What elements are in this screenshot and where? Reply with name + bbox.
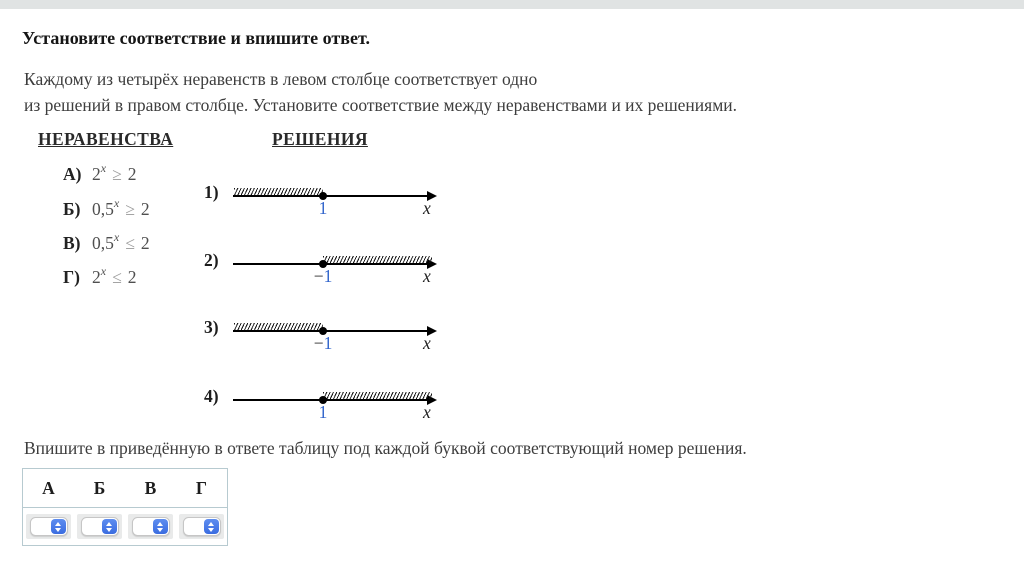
axis-variable-label: x (423, 266, 431, 286)
chevron-up-icon (106, 522, 112, 526)
solution-number: 2) (204, 250, 219, 270)
expression-rhs: 2 (127, 163, 137, 184)
expression-base: 2 (92, 163, 101, 184)
number-line (233, 384, 443, 424)
expression-exponent: x (100, 264, 107, 278)
inequality-expression (92, 230, 150, 253)
number-line (233, 180, 443, 220)
answer-select[interactable] (128, 514, 173, 539)
axis-variable-label: x (423, 402, 431, 422)
axis-line (233, 195, 431, 197)
answer-cell (125, 514, 176, 539)
boundary-point-label (314, 333, 333, 354)
chevron-up-icon (157, 522, 163, 526)
answer-table-header-row (23, 469, 227, 508)
expression-exponent: x (113, 230, 120, 244)
expression-base: 0,5 (92, 232, 114, 253)
answer-column-header: В (144, 478, 157, 498)
select-stepper-icon[interactable] (102, 519, 117, 534)
axis-variable-label: x (423, 198, 431, 218)
point-value: 1 (323, 333, 333, 353)
select-field[interactable] (30, 517, 68, 536)
answer-cell (23, 514, 74, 539)
axis-line (233, 330, 431, 332)
expression-base: 0,5 (92, 198, 114, 219)
solution-number: 1) (204, 182, 219, 202)
expression-exponent: x (100, 161, 107, 175)
number-line (233, 248, 443, 288)
point-value: 1 (318, 198, 328, 218)
expression-base: 2 (92, 266, 101, 287)
answer-cell (74, 514, 125, 539)
expression-rhs: 2 (140, 198, 150, 219)
answer-column-header: Г (195, 478, 208, 498)
shaded-region-right (323, 256, 432, 263)
solutions-header: РЕШЕНИЯ (272, 129, 368, 149)
minus-sign: − (313, 333, 324, 353)
page-title: Установите соответствие и впишите ответ. (22, 28, 370, 48)
relation-symbol: ≥ (112, 163, 122, 184)
inequality-item (63, 231, 150, 255)
select-field[interactable] (132, 517, 170, 536)
inequality-expression (92, 196, 150, 219)
answer-table (22, 468, 228, 546)
solution-row (204, 180, 449, 220)
inequality-letter: А) (63, 163, 82, 184)
solution-number: 3) (204, 317, 219, 337)
select-stepper-icon[interactable] (51, 519, 66, 534)
axis-line (233, 263, 431, 265)
answer-cell (176, 514, 227, 539)
minus-sign: − (313, 266, 324, 286)
boundary-point-label (319, 402, 328, 423)
expression-rhs: 2 (127, 266, 137, 287)
select-field[interactable] (183, 517, 221, 536)
number-line (233, 315, 443, 355)
solution-number: 4) (204, 386, 219, 406)
axis-line (233, 399, 431, 401)
boundary-point-label (319, 198, 328, 219)
expression-exponent: x (113, 196, 120, 210)
answer-select[interactable] (179, 514, 224, 539)
expression-rhs: 2 (140, 232, 150, 253)
select-stepper-icon[interactable] (153, 519, 168, 534)
chevron-down-icon (106, 528, 112, 532)
inequality-letter: Б) (63, 198, 81, 219)
shaded-region-left (234, 188, 323, 195)
answer-select[interactable] (26, 514, 71, 539)
answer-instruction: Впишите в приведённую в ответе таблицу под каждой буквой соответствующий номер решения. (24, 438, 747, 458)
chevron-down-icon (55, 528, 61, 532)
chevron-up-icon (55, 522, 61, 526)
inequality-letter: В) (63, 232, 81, 253)
answer-table-input-row (23, 508, 227, 545)
relation-symbol: ≥ (125, 198, 135, 219)
inequality-item (63, 265, 136, 289)
top-bar (0, 0, 1024, 9)
inequalities-header: НЕРАВЕНСТВА (38, 129, 174, 149)
point-value: 1 (323, 266, 333, 286)
relation-symbol: ≤ (125, 232, 135, 253)
boundary-point-label (314, 266, 333, 287)
task-instruction-line1: Каждому из четырёх неравенств в левом столбце соответствует одно (24, 69, 538, 89)
select-field[interactable] (81, 517, 119, 536)
inequality-letter: Г) (63, 266, 80, 287)
inequality-expression (92, 161, 137, 184)
task-instruction (24, 67, 737, 118)
shaded-region-left (234, 323, 323, 330)
inequality-expression (92, 264, 137, 287)
select-stepper-icon[interactable] (204, 519, 219, 534)
chevron-down-icon (208, 528, 214, 532)
relation-symbol: ≤ (112, 266, 122, 287)
solution-row (204, 248, 449, 288)
shaded-region-right (323, 392, 432, 399)
axis-variable-label: x (423, 333, 431, 353)
answer-column-header: А (42, 478, 55, 498)
task-instruction-line2: из решений в правом столбце. Установите соответствие между неравенствами и их решениями. (24, 94, 738, 115)
inequality-item (63, 197, 150, 221)
answer-select[interactable] (77, 514, 122, 539)
chevron-down-icon (157, 528, 163, 532)
solution-row (204, 315, 449, 355)
solution-row (204, 384, 449, 424)
point-value: 1 (318, 402, 328, 422)
inequality-item (63, 162, 136, 186)
answer-column-header: Б (93, 478, 106, 498)
chevron-up-icon (208, 522, 214, 526)
